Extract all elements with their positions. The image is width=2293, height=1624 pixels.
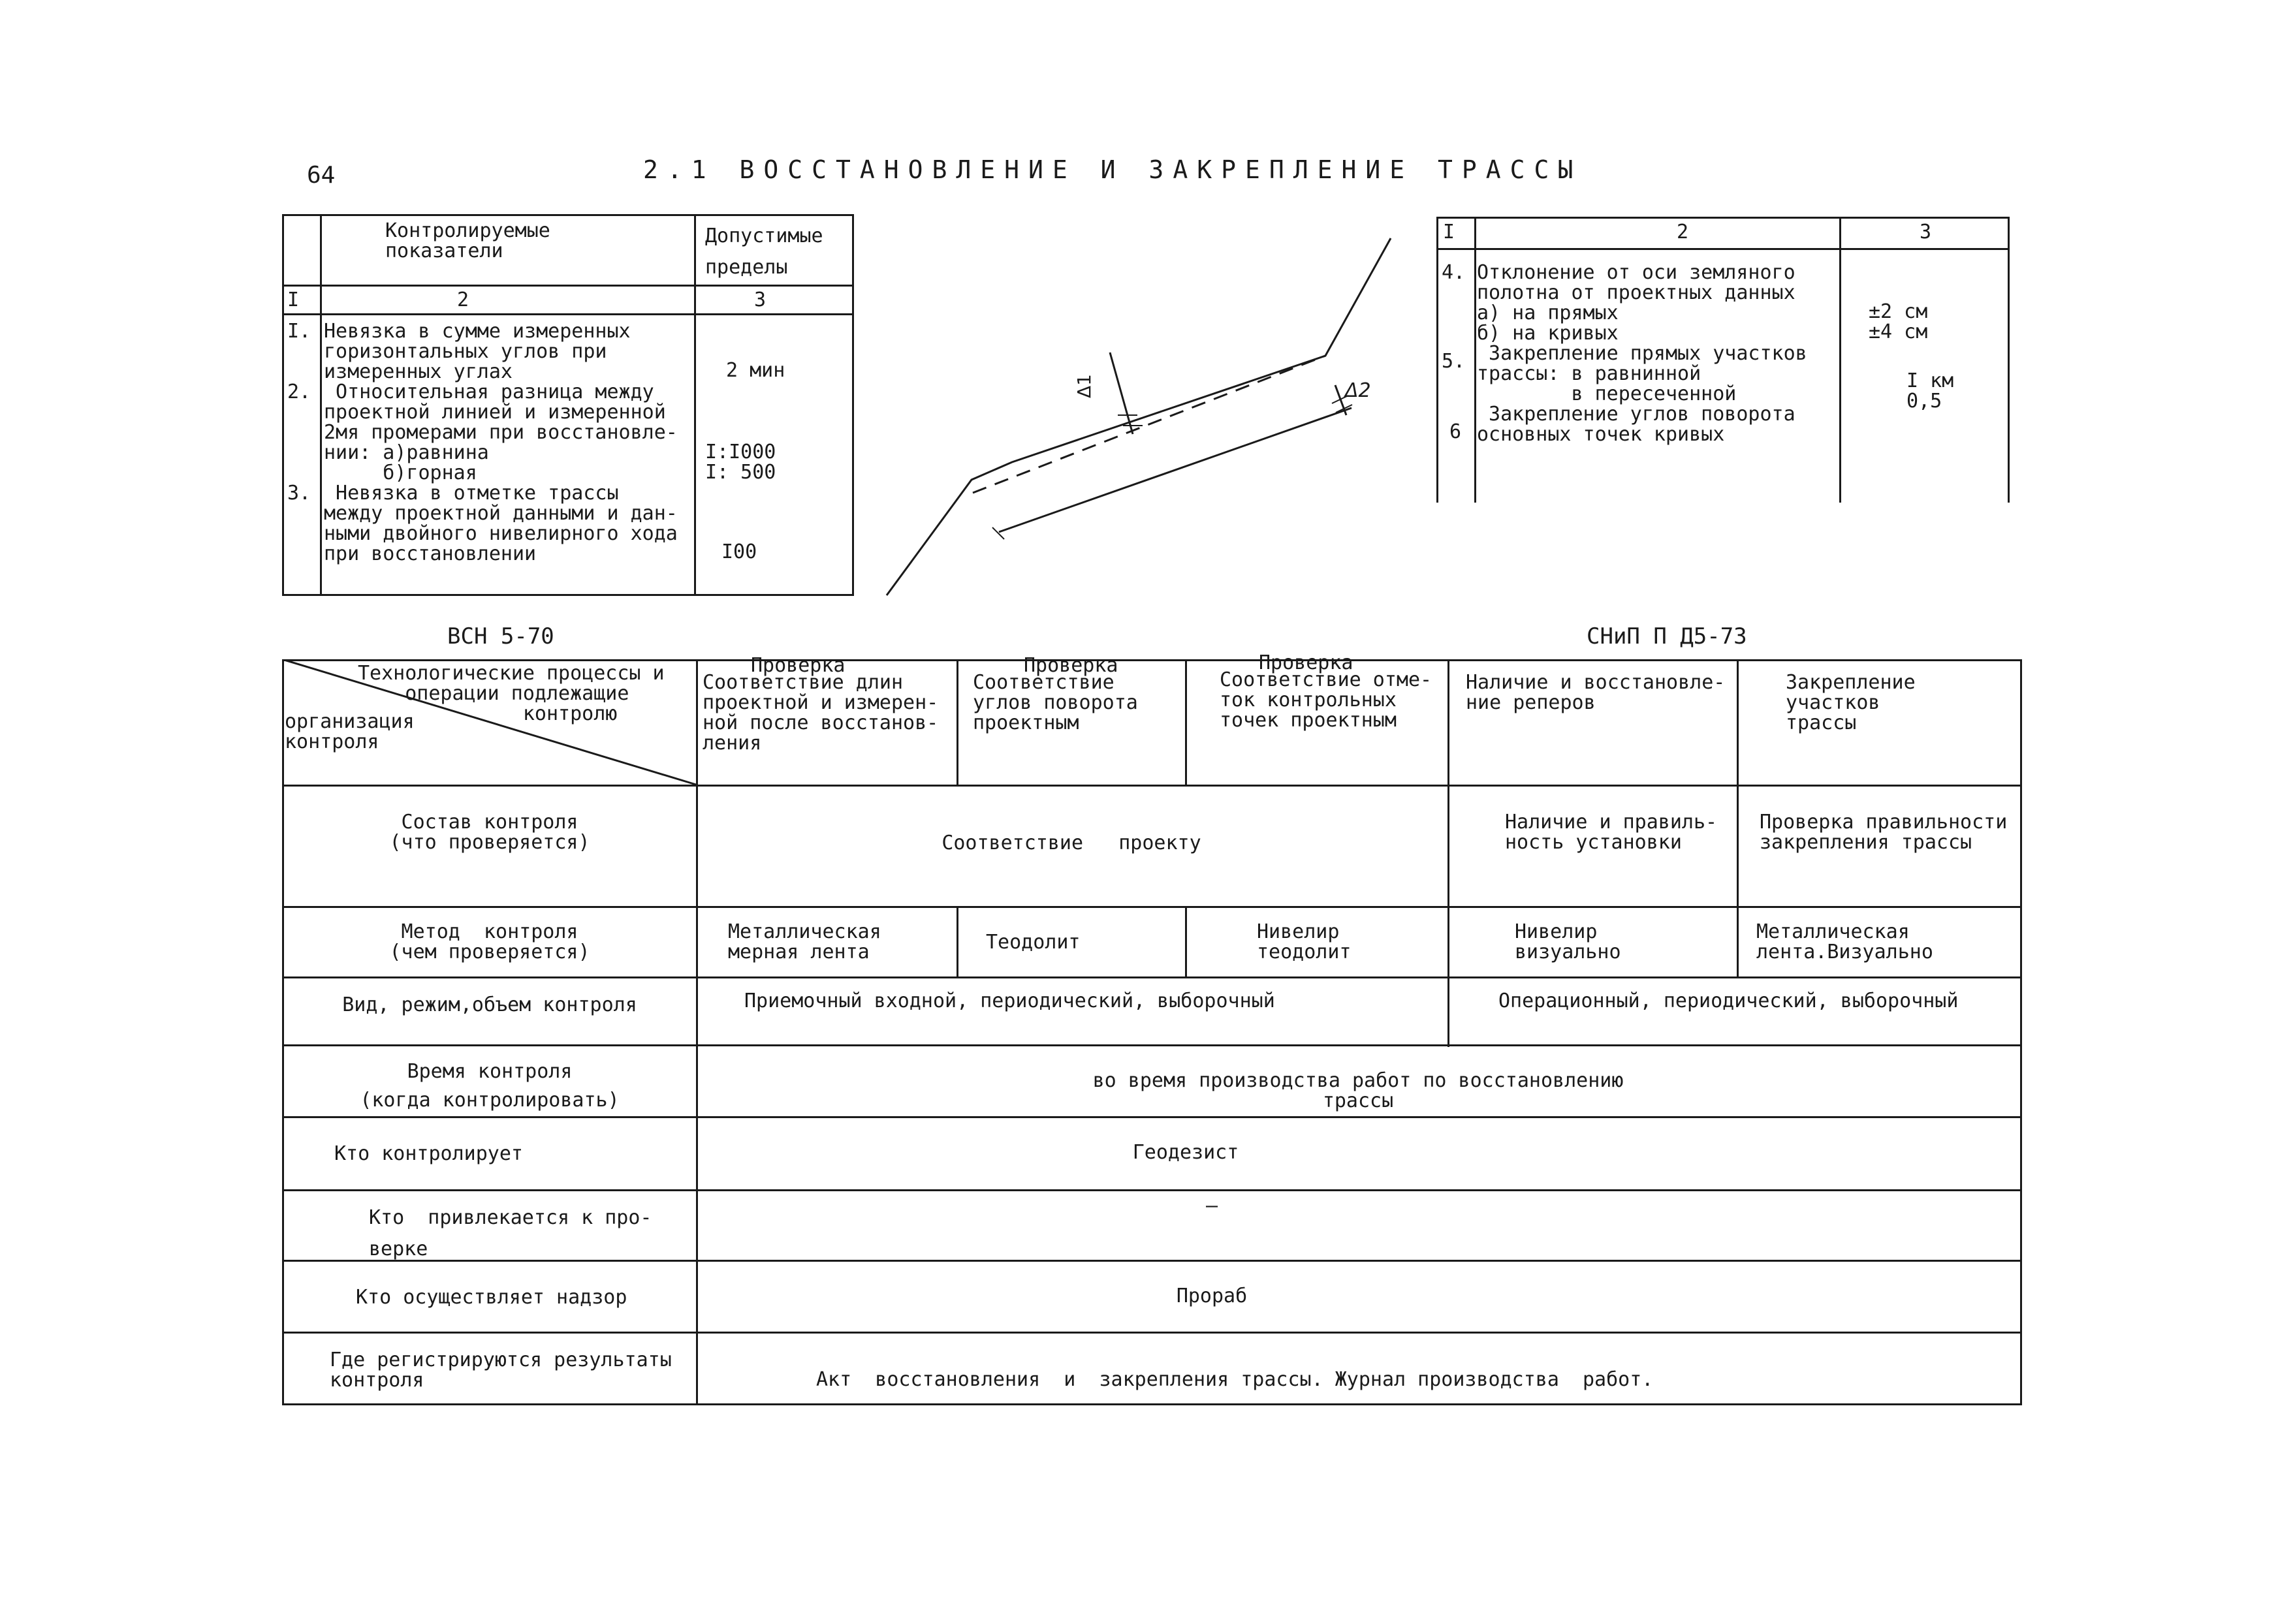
corner-header-processes: Технологические процессы и операции подлежащие контролю <box>358 662 665 725</box>
row-method-label: Метод контроля (чем проверяется) <box>389 920 590 963</box>
left-table-rownum-1: I. <box>287 320 311 343</box>
col3-header: Соответствие отме- ток контрольных точек проектным <box>1220 668 1432 732</box>
route-line <box>887 238 1391 595</box>
row-method-col1: Металлическая мерная лента <box>728 920 881 963</box>
left-table-rownum-3: 3. <box>287 482 311 505</box>
col1-header-check: Проверка <box>751 654 846 677</box>
left-table-colnum-1: I <box>287 289 300 311</box>
left-table-header-indicators: Контролируемые показатели <box>385 219 550 262</box>
col1-header: Соответствие длин проектной и измерен- ной после восстанов- ления <box>703 671 939 755</box>
design-line <box>973 356 1325 493</box>
delta1-dimension <box>1110 352 1133 434</box>
right-table-rownum-5: 5. <box>1442 350 1466 373</box>
col2-header: Соответствие углов поворота проектным <box>973 671 1138 734</box>
offset-line <box>999 408 1352 532</box>
row-registration-label: Где регистрируются результаты контроля <box>330 1349 672 1392</box>
route-diagram <box>875 235 1410 601</box>
right-table-colnum-1: I <box>1443 221 1455 243</box>
left-table-limit-1: 2 мин <box>726 359 785 382</box>
row-type-left: Приемочный входной, периодический, выборочный <box>744 990 1275 1012</box>
left-table-colnum-2: 2 <box>457 289 469 311</box>
row-who-controls-label: Кто контролирует <box>334 1142 523 1165</box>
delta1-label: Δ1 <box>1073 374 1095 398</box>
right-table-limit-4: ±2 см ±4 см <box>1869 300 1928 343</box>
col4-header: Наличие и восстановле- ние реперов <box>1466 671 1726 714</box>
col5-header: Закрепление участков трассы <box>1786 671 1916 734</box>
row-involved-label: Кто привлекается к про- верке <box>369 1206 652 1260</box>
row-registration-value: Акт восстановления и закрепления трассы. Журнал производства работ. <box>816 1368 1654 1391</box>
left-table-limit-2: I:I000 I: 500 <box>705 441 776 484</box>
right-table-limit-5: I км 0,5 <box>1906 369 1954 413</box>
row-composition-col5: Проверка правильности закрепления трассы <box>1760 811 2008 854</box>
col3-header-check: Проверка <box>1259 651 1353 674</box>
left-table-rownum-2: 2. <box>287 381 311 403</box>
right-table-rownum-4: 4. <box>1442 261 1466 284</box>
page-number: 64 <box>307 162 336 189</box>
row-time-value: во время производства работ по восстановлению трассы <box>1092 1069 1624 1112</box>
right-table-source: СНиП П Д5-73 <box>1587 623 1747 649</box>
right-table-text: Отклонение от оси земляного полотна от проектных данных а) на прямых б) на кривых Закрепление прямых участков трассы: в равнинной в пересеченной Закрепление углов поворота основных точек кривых <box>1477 261 1807 446</box>
left-table-source: ВСН 5-70 <box>447 623 554 649</box>
right-table-colnum-2: 2 <box>1677 221 1689 243</box>
row-supervision-label: Кто осуществляет надзор <box>356 1286 627 1309</box>
left-table-limit-3: I00 <box>721 540 757 563</box>
row-method-col4: Нивелир визуально <box>1515 920 1621 963</box>
row-type-right: Операционный, периодический, выборочный <box>1498 990 1959 1012</box>
row-composition-merged: Соответствие проекту <box>941 832 1201 854</box>
row-method-col3: Нивелир теодолит <box>1257 920 1352 963</box>
delta2-label: Δ2 <box>1345 379 1371 402</box>
row-involved-value: — <box>1205 1195 1218 1217</box>
row-method-col5: Металлическая лента.Визуально <box>1756 920 1933 963</box>
page-title: 2.1 ВОССТАНОВЛЕНИЕ И ЗАКРЕПЛЕНИЕ ТРАССЫ <box>643 155 1583 184</box>
corner-header-organization: организация контроля <box>285 710 415 753</box>
row-who-controls-value: Геодезист <box>1132 1141 1239 1164</box>
row-composition-label: Состав контроля (что проверяется) <box>389 811 590 854</box>
row-method-col2: Теодолит <box>986 931 1081 954</box>
left-table-indicators-text: Невязка в сумме измеренных горизонтальных углов при измеренных углах Относительная разница между проектной линией и измеренной 2мя промерами при восстановле- нии: а)равнина б)горная Невязка в отметке трассы между проектной данными и дан- ными двойного нивелирного хода при восстановлении <box>324 320 678 565</box>
row-type-label: Вид, режим,объем контроля <box>342 993 637 1016</box>
col2-header-check: Проверка <box>1024 654 1118 677</box>
right-table-colnum-3: 3 <box>1920 221 1932 243</box>
left-table-colnum-3: 3 <box>754 289 767 311</box>
row-supervision-value: Прораб <box>1176 1285 1248 1307</box>
row-time-label: Время контроля (когда контролировать) <box>360 1060 620 1112</box>
right-table-rownum-6: 6 <box>1449 420 1462 443</box>
row-composition-col4: Наличие и правиль- ность установки <box>1505 811 1718 854</box>
left-table-header-limits: Допустимые пределы <box>705 225 823 279</box>
